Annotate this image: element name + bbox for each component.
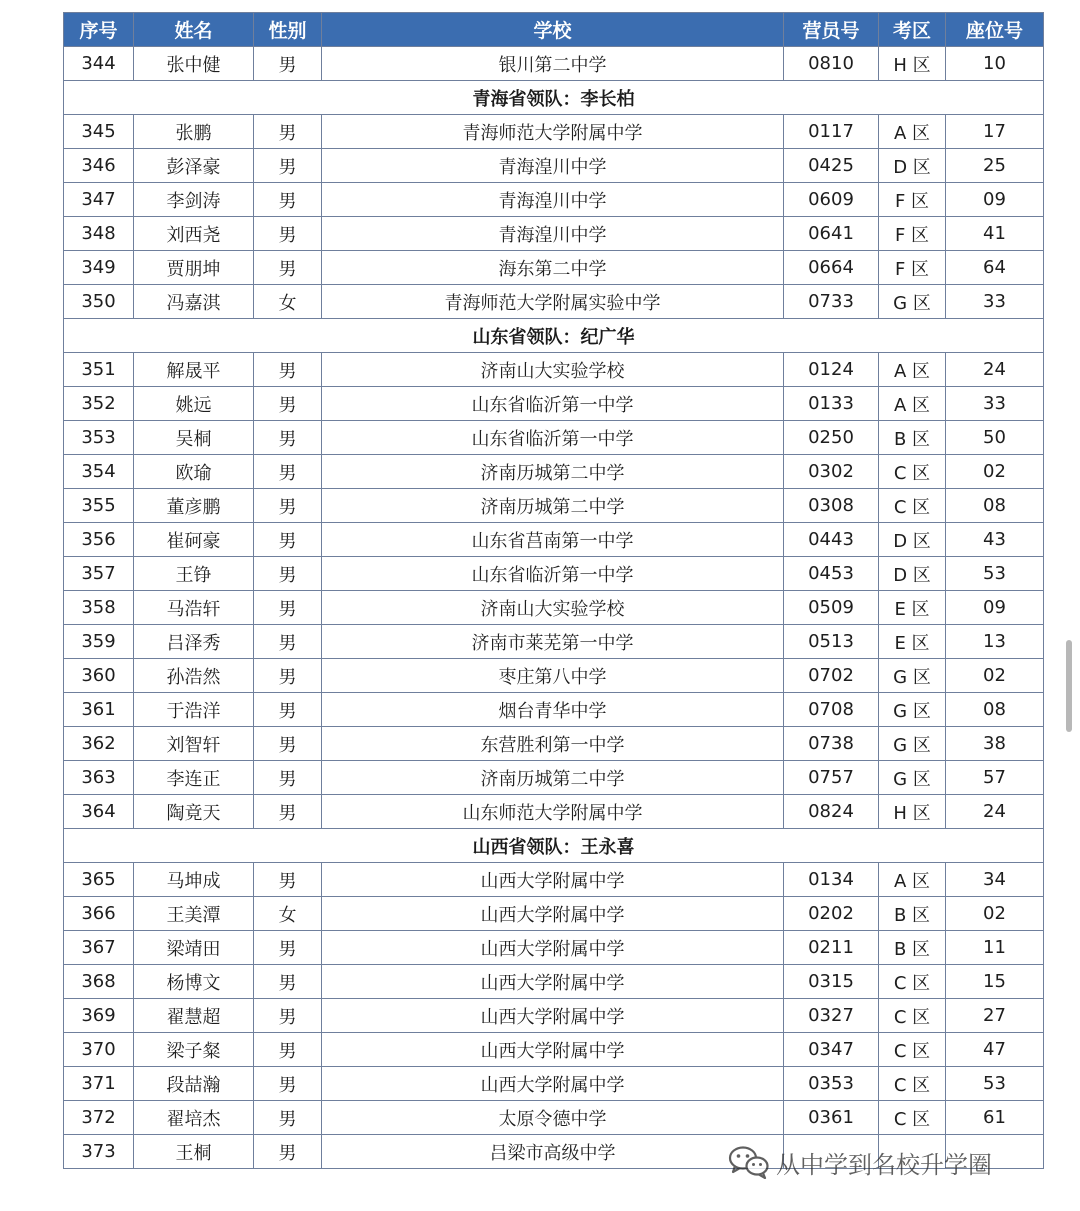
table-row — [64, 591, 1044, 625]
cell-camper-id: 0509 — [784, 591, 879, 625]
cell-seat: 38 — [946, 727, 1044, 761]
cell-school: 青海师范大学附属实验中学 — [322, 285, 784, 319]
cell-index: 346 — [64, 149, 134, 183]
cell-name: 张鹏 — [134, 115, 254, 149]
cell-gender: 男 — [254, 1067, 322, 1101]
cell-gender: 男 — [254, 625, 322, 659]
cell-exam-zone: F 区 — [879, 217, 946, 251]
cell-camper-id: 0361 — [784, 1101, 879, 1135]
cell-index: 364 — [64, 795, 134, 829]
cell-exam-zone: B 区 — [879, 897, 946, 931]
table-row — [64, 387, 1044, 421]
cell-index: 347 — [64, 183, 134, 217]
cell-school: 山东省临沂第一中学 — [322, 421, 784, 455]
cell-seat: 47 — [946, 1033, 1044, 1067]
cell-exam-zone: C 区 — [879, 1101, 946, 1135]
cell-seat: 64 — [946, 251, 1044, 285]
cell-camper-id: 0425 — [784, 149, 879, 183]
cell-name: 崔砢豪 — [134, 523, 254, 557]
cell-seat: 25 — [946, 149, 1044, 183]
cell-index: 361 — [64, 693, 134, 727]
cell-index: 367 — [64, 931, 134, 965]
cell-school: 山西大学附属中学 — [322, 897, 784, 931]
cell-camper-id: 0315 — [784, 965, 879, 999]
table-row — [64, 557, 1044, 591]
cell-camper-id: 0609 — [784, 183, 879, 217]
cell-exam-zone: E 区 — [879, 625, 946, 659]
cell-seat: 10 — [946, 47, 1044, 81]
cell-exam-zone: F 区 — [879, 183, 946, 217]
cell-index: 349 — [64, 251, 134, 285]
cell-seat: 02 — [946, 455, 1044, 489]
cell-seat: 09 — [946, 183, 1044, 217]
cell-gender: 女 — [254, 897, 322, 931]
cell-name: 解晟平 — [134, 353, 254, 387]
cell-exam-zone: A 区 — [879, 115, 946, 149]
header-index: 序号 — [64, 13, 134, 47]
cell-seat: 17 — [946, 115, 1044, 149]
cell-name: 刘西尧 — [134, 217, 254, 251]
cell-exam-zone: C 区 — [879, 999, 946, 1033]
cell-exam-zone: F 区 — [879, 251, 946, 285]
table-row — [64, 1033, 1044, 1067]
cell-name: 翟慧超 — [134, 999, 254, 1033]
group-leader-label: 山东省领队：纪广华 — [64, 319, 1044, 353]
cell-camper-id: 0453 — [784, 557, 879, 591]
cell-camper-id: 0308 — [784, 489, 879, 523]
cell-index: 345 — [64, 115, 134, 149]
cell-school: 太原令德中学 — [322, 1101, 784, 1135]
table-row — [64, 863, 1044, 897]
cell-name: 贾朋坤 — [134, 251, 254, 285]
cell-seat: 33 — [946, 387, 1044, 421]
table-row — [64, 251, 1044, 285]
cell-gender: 男 — [254, 115, 322, 149]
cell-school: 济南历城第二中学 — [322, 489, 784, 523]
cell-name: 马坤成 — [134, 863, 254, 897]
cell-name: 李剑涛 — [134, 183, 254, 217]
cell-seat: 24 — [946, 353, 1044, 387]
cell-gender: 男 — [254, 591, 322, 625]
table-row — [64, 659, 1044, 693]
cell-seat: 15 — [946, 965, 1044, 999]
scrollbar-thumb[interactable] — [1066, 640, 1072, 732]
table-row — [64, 421, 1044, 455]
cell-camper-id: 0124 — [784, 353, 879, 387]
table-row — [64, 455, 1044, 489]
cell-gender: 男 — [254, 659, 322, 693]
table-row — [64, 965, 1044, 999]
cell-gender: 男 — [254, 931, 322, 965]
cell-camper-id: 0347 — [784, 1033, 879, 1067]
cell-index: 371 — [64, 1067, 134, 1101]
cell-school: 山西大学附属中学 — [322, 965, 784, 999]
cell-name: 梁子粲 — [134, 1033, 254, 1067]
cell-gender: 男 — [254, 795, 322, 829]
cell-school: 吕梁市高级中学 — [322, 1135, 784, 1169]
cell-gender: 男 — [254, 693, 322, 727]
cell-exam-zone: C 区 — [879, 1033, 946, 1067]
cell-seat: 24 — [946, 795, 1044, 829]
cell-school: 山东省临沂第一中学 — [322, 557, 784, 591]
cell-school: 山西大学附属中学 — [322, 1033, 784, 1067]
cell-name: 王桐 — [134, 1135, 254, 1169]
cell-index: 366 — [64, 897, 134, 931]
table-body — [64, 47, 1044, 1169]
cell-school: 银川第二中学 — [322, 47, 784, 81]
cell-gender: 男 — [254, 251, 322, 285]
cell-index: 368 — [64, 965, 134, 999]
roster-table-container — [63, 12, 1043, 1169]
cell-school: 山东省临沂第一中学 — [322, 387, 784, 421]
table-row — [64, 897, 1044, 931]
cell-seat: 11 — [946, 931, 1044, 965]
cell-index: 348 — [64, 217, 134, 251]
table-row — [64, 353, 1044, 387]
cell-exam-zone: A 区 — [879, 353, 946, 387]
cell-gender: 男 — [254, 761, 322, 795]
cell-index: 370 — [64, 1033, 134, 1067]
cell-seat: 13 — [946, 625, 1044, 659]
group-leader-label: 山西省领队：王永喜 — [64, 829, 1044, 863]
table-row — [64, 795, 1044, 829]
cell-index: 363 — [64, 761, 134, 795]
group-header-row — [64, 81, 1044, 115]
cell-name: 杨博文 — [134, 965, 254, 999]
cell-gender: 男 — [254, 353, 322, 387]
cell-school: 山东师范大学附属中学 — [322, 795, 784, 829]
cell-camper-id: 0702 — [784, 659, 879, 693]
cell-school: 山西大学附属中学 — [322, 999, 784, 1033]
cell-index: 369 — [64, 999, 134, 1033]
table-row — [64, 285, 1044, 319]
cell-camper-id: 0353 — [784, 1067, 879, 1101]
cell-name: 段喆瀚 — [134, 1067, 254, 1101]
cell-gender: 男 — [254, 1033, 322, 1067]
cell-index: 354 — [64, 455, 134, 489]
cell-exam-zone: G 区 — [879, 693, 946, 727]
cell-exam-zone: A 区 — [879, 863, 946, 897]
cell-exam-zone: B 区 — [879, 931, 946, 965]
cell-gender: 男 — [254, 727, 322, 761]
cell-name: 孙浩然 — [134, 659, 254, 693]
cell-seat: 53 — [946, 557, 1044, 591]
cell-seat: 41 — [946, 217, 1044, 251]
group-header-row — [64, 319, 1044, 353]
table-row — [64, 1101, 1044, 1135]
table-row — [64, 931, 1044, 965]
cell-seat: 53 — [946, 1067, 1044, 1101]
cell-camper-id: 0733 — [784, 285, 879, 319]
header-school: 学校 — [322, 13, 784, 47]
cell-index: 372 — [64, 1101, 134, 1135]
cell-seat: 02 — [946, 659, 1044, 693]
cell-name: 吴桐 — [134, 421, 254, 455]
cell-name: 于浩洋 — [134, 693, 254, 727]
cell-school: 青海湟川中学 — [322, 149, 784, 183]
cell-school: 山西大学附属中学 — [322, 863, 784, 897]
cell-exam-zone: C 区 — [879, 1067, 946, 1101]
cell-exam-zone: C 区 — [879, 489, 946, 523]
cell-gender: 男 — [254, 217, 322, 251]
cell-index: 344 — [64, 47, 134, 81]
cell-camper-id: 0117 — [784, 115, 879, 149]
cell-school: 青海湟川中学 — [322, 183, 784, 217]
cell-exam-zone: E 区 — [879, 591, 946, 625]
cell-gender: 男 — [254, 557, 322, 591]
cell-seat: 50 — [946, 421, 1044, 455]
cell-camper-id: 0708 — [784, 693, 879, 727]
cell-name: 梁靖田 — [134, 931, 254, 965]
cell-index: 353 — [64, 421, 134, 455]
cell-name: 姚远 — [134, 387, 254, 421]
cell-school: 济南历城第二中学 — [322, 761, 784, 795]
cell-gender: 男 — [254, 489, 322, 523]
cell-exam-zone: H 区 — [879, 47, 946, 81]
table-row — [64, 115, 1044, 149]
cell-camper-id: 0443 — [784, 523, 879, 557]
cell-exam-zone: A 区 — [879, 387, 946, 421]
group-leader-label: 青海省领队：李长柏 — [64, 81, 1044, 115]
cell-gender: 男 — [254, 523, 322, 557]
table-row — [64, 999, 1044, 1033]
cell-index: 358 — [64, 591, 134, 625]
table-row — [64, 761, 1044, 795]
cell-school: 山西大学附属中学 — [322, 1067, 784, 1101]
watermark-text: 从中学到名校升学圈 — [776, 1150, 992, 1179]
cell-camper-id: 0133 — [784, 387, 879, 421]
cell-exam-zone: D 区 — [879, 149, 946, 183]
cell-school: 烟台青华中学 — [322, 693, 784, 727]
cell-gender: 男 — [254, 863, 322, 897]
cell-camper-id: 0757 — [784, 761, 879, 795]
cell-camper-id: 0810 — [784, 47, 879, 81]
cell-name: 冯嘉淇 — [134, 285, 254, 319]
cell-camper-id: 0738 — [784, 727, 879, 761]
cell-gender: 男 — [254, 1135, 322, 1169]
cell-school: 济南山大实验学校 — [322, 353, 784, 387]
table-row — [64, 217, 1044, 251]
table-row — [64, 1067, 1044, 1101]
cell-gender: 男 — [254, 47, 322, 81]
cell-camper-id: 0664 — [784, 251, 879, 285]
cell-name: 王美潭 — [134, 897, 254, 931]
group-header-row — [64, 829, 1044, 863]
cell-exam-zone: H 区 — [879, 795, 946, 829]
cell-index: 365 — [64, 863, 134, 897]
header-seat: 座位号 — [946, 13, 1044, 47]
cell-camper-id: 0513 — [784, 625, 879, 659]
cell-gender: 男 — [254, 965, 322, 999]
cell-gender: 男 — [254, 183, 322, 217]
cell-exam-zone: G 区 — [879, 285, 946, 319]
cell-gender: 男 — [254, 455, 322, 489]
cell-school: 济南历城第二中学 — [322, 455, 784, 489]
cell-gender: 男 — [254, 421, 322, 455]
table-row — [64, 727, 1044, 761]
cell-school: 济南市莱芜第一中学 — [322, 625, 784, 659]
cell-exam-zone: C 区 — [879, 455, 946, 489]
cell-school: 青海师范大学附属中学 — [322, 115, 784, 149]
cell-index: 360 — [64, 659, 134, 693]
table-row — [64, 149, 1044, 183]
cell-index: 362 — [64, 727, 134, 761]
cell-camper-id: 0211 — [784, 931, 879, 965]
cell-name: 张中健 — [134, 47, 254, 81]
cell-name: 彭泽豪 — [134, 149, 254, 183]
cell-camper-id: 0824 — [784, 795, 879, 829]
cell-exam-zone: C 区 — [879, 965, 946, 999]
cell-seat: 34 — [946, 863, 1044, 897]
cell-index: 359 — [64, 625, 134, 659]
cell-school: 海东第二中学 — [322, 251, 784, 285]
cell-exam-zone: B 区 — [879, 421, 946, 455]
header-gender: 性别 — [254, 13, 322, 47]
cell-name: 李连正 — [134, 761, 254, 795]
cell-name: 吕泽秀 — [134, 625, 254, 659]
cell-gender: 男 — [254, 999, 322, 1033]
cell-school: 山东省莒南第一中学 — [322, 523, 784, 557]
header-exam-zone: 考区 — [879, 13, 946, 47]
cell-gender: 男 — [254, 1101, 322, 1135]
table-row — [64, 625, 1044, 659]
cell-camper-id: 0250 — [784, 421, 879, 455]
cell-gender: 女 — [254, 285, 322, 319]
cell-name: 马浩轩 — [134, 591, 254, 625]
cell-index: 350 — [64, 285, 134, 319]
cell-seat: 57 — [946, 761, 1044, 795]
cell-seat: 08 — [946, 693, 1044, 727]
cell-exam-zone: D 区 — [879, 523, 946, 557]
cell-name: 董彦鹏 — [134, 489, 254, 523]
cell-name: 王铮 — [134, 557, 254, 591]
cell-index: 352 — [64, 387, 134, 421]
cell-gender: 男 — [254, 387, 322, 421]
cell-seat: 09 — [946, 591, 1044, 625]
cell-seat: 27 — [946, 999, 1044, 1033]
cell-name: 欧瑜 — [134, 455, 254, 489]
cell-index: 357 — [64, 557, 134, 591]
cell-exam-zone: D 区 — [879, 557, 946, 591]
table-row — [64, 183, 1044, 217]
wechat-icon — [728, 1145, 770, 1179]
cell-camper-id: 0202 — [784, 897, 879, 931]
header-camper-id: 营员号 — [784, 13, 879, 47]
cell-exam-zone: G 区 — [879, 659, 946, 693]
cell-index: 351 — [64, 353, 134, 387]
header-name: 姓名 — [134, 13, 254, 47]
cell-gender: 男 — [254, 149, 322, 183]
cell-index: 355 — [64, 489, 134, 523]
table-row — [64, 47, 1044, 81]
cell-seat: 43 — [946, 523, 1044, 557]
cell-camper-id: 0134 — [784, 863, 879, 897]
table-row — [64, 489, 1044, 523]
cell-seat: 61 — [946, 1101, 1044, 1135]
cell-camper-id: 0641 — [784, 217, 879, 251]
cell-school: 东营胜利第一中学 — [322, 727, 784, 761]
table-row — [64, 523, 1044, 557]
cell-exam-zone: G 区 — [879, 727, 946, 761]
cell-school: 枣庄第八中学 — [322, 659, 784, 693]
cell-index: 356 — [64, 523, 134, 557]
cell-index: 373 — [64, 1135, 134, 1169]
cell-name: 刘智轩 — [134, 727, 254, 761]
cell-school: 山西大学附属中学 — [322, 931, 784, 965]
cell-name: 陶竟天 — [134, 795, 254, 829]
cell-exam-zone: G 区 — [879, 761, 946, 795]
cell-school: 济南山大实验学校 — [322, 591, 784, 625]
header-row — [64, 13, 1044, 47]
cell-seat: 33 — [946, 285, 1044, 319]
cell-school: 青海湟川中学 — [322, 217, 784, 251]
cell-name: 翟培杰 — [134, 1101, 254, 1135]
roster-table — [63, 12, 1044, 1169]
watermark — [728, 1144, 992, 1180]
cell-camper-id: 0327 — [784, 999, 879, 1033]
table-row — [64, 693, 1044, 727]
cell-seat: 08 — [946, 489, 1044, 523]
cell-camper-id: 0302 — [784, 455, 879, 489]
cell-seat: 02 — [946, 897, 1044, 931]
